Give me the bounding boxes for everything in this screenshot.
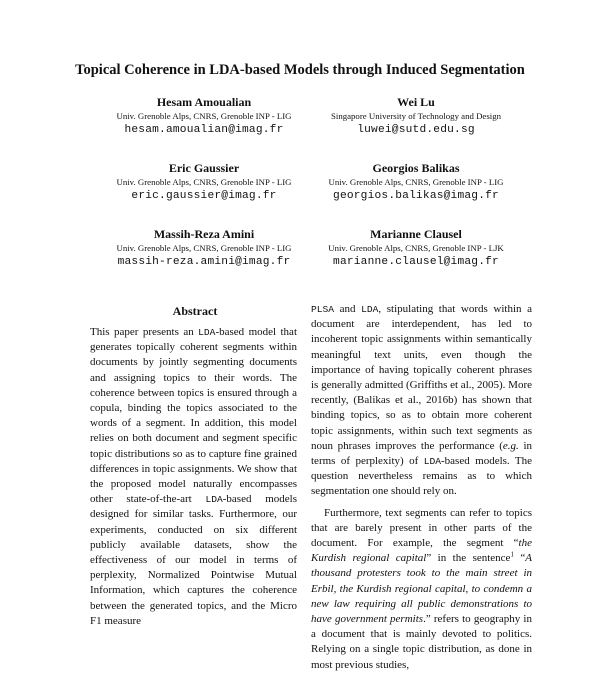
author-email: eric.gaussier@imag.fr (131, 190, 277, 202)
author-affiliation: Univ. Grenoble Alps, CNRS, Grenoble INP - LJK (328, 243, 504, 253)
author-name: Hesam Amoualian (156, 95, 252, 109)
author-name: Georgios Balikas (372, 161, 460, 175)
body-paragraph: Furthermore, text segments can refer to topics that are barely present in other parts of the document. For example, the segment “the Kurdish regional capital” in the sentence$^1$ “A thousand protesters took to the main street in Erbil, the Kurdish regional capital, to condemn a new law requiring all public demonstrations to have government permits.” refers to geography in a document that is mainly devoted to politics. Relying on a single topic distribution, as done in most previous studies, (311, 506, 532, 671)
author-affiliation: Univ. Grenoble Alps, CNRS, Grenoble INP - LIG (116, 111, 292, 121)
author-block (286, 227, 546, 270)
abstract-heading: Abstract (172, 304, 218, 318)
author-email: massih-reza.amini@imag.fr (117, 256, 291, 268)
author-affiliation: Univ. Grenoble Alps, CNRS, Grenoble INP - LIG (116, 243, 292, 253)
author-affiliation: Singapore University of Technology and Design (331, 111, 501, 121)
author-email: georgios.balikas@imag.fr (333, 190, 499, 202)
author-name: Wei Lu (397, 95, 435, 109)
author-block (286, 95, 546, 138)
author-name: Marianne Clausel (370, 227, 462, 241)
author-block (286, 161, 546, 204)
abstract-paragraph: This paper presents an LDA-based model that generates topically coherent segments within documents by jointly segmenting documents and assigning topics to their words. The coherence between topics is ensured through a copula, binding the topics associated to the words of a segment. In addition, this model relies on both document and segment specific topic distributions so as to capture fine grained differences in topic assignments. We show that the proposed model naturally encompasses other state-of-the-art LDA-based models designed for similar tasks. Furthermore, our experiments, conducted on six different publicly available datasets, show the effectiveness of our model in terms of perplexity, Normalized Pointwise Mutual Information, which captures the coherence between the generated topics, and the Micro F1 measure (90, 326, 298, 627)
author-affiliation: Univ. Grenoble Alps, CNRS, Grenoble INP - LIG (116, 177, 292, 187)
author-affiliation: Univ. Grenoble Alps, CNRS, Grenoble INP - LIG (328, 177, 504, 187)
author-email: luwei@sutd.edu.sg (357, 124, 475, 136)
author-email: marianne.clausel@imag.fr (333, 256, 499, 268)
author-name: Eric Gaussier (168, 161, 240, 175)
body-paragraph: PLSA and LDA, stipulating that words within a document are interdependent, has led to incoherent topic assignments within semantically meaningful text units, even though the importance of having topically coherent phrases is generally admitted (Griffiths et al., 2005). More recently, (Balikas et al., 2016b) has shown that binding topics, so as to obtain more coherent topic assignments, within such text segments as noun phrases improves the performance (e.g. in terms of perplexity) of LDA-based models. The question nevertheless remains as to which segmentation one should rely on. (311, 303, 533, 498)
author-email: hesam.amoualian@imag.fr (124, 124, 284, 136)
body-text (311, 302, 532, 673)
abstract-text (90, 325, 297, 629)
footnote-marker: 1 (510, 550, 514, 559)
author-name: Massih-Reza Amini (153, 227, 255, 241)
paper-title: Topical Coherence in LDA-based Models through Induced Segmentation (75, 62, 525, 78)
